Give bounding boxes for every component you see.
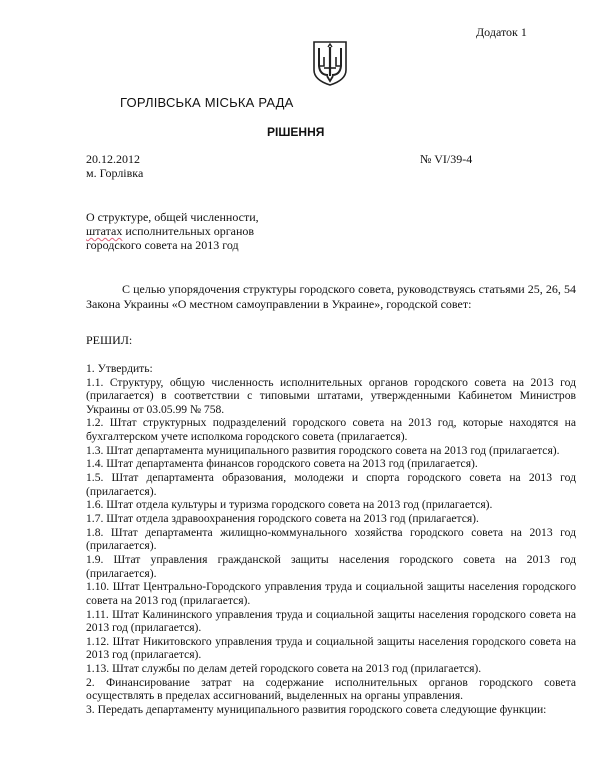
list-item: 1.13. Штат службы по делам детей городского совета на 2013 год (прилагается).: [86, 662, 482, 676]
list-item: 1.4. Штат департамента финансов городского совета на 2013 год (прилагается).: [86, 457, 478, 471]
subject-line: городского совета на 2013 год: [86, 238, 239, 252]
list-item: 1.1. Структуру, общую численность исполнительных органов городского совета на 2013 год (прилагается) в соответствии с типовыми штатами, утвержденными Кабинетом Министров Украины от 03.05.99 № 758.: [86, 375, 576, 416]
list-item: 1. Утвердить:: [86, 362, 153, 375]
decision-subject: [86, 210, 259, 252]
list-item: 1.12. Штат Никитовского управления труда и социальной защиты населения городского совета на 2013 год (прилагается).: [86, 634, 576, 662]
list-item: 1.9. Штат управления гражданской защиты населения городского совета на 2013 год (прилагается).: [86, 553, 576, 580]
decision-number: № VI/39-4: [420, 152, 473, 166]
resolved-heading: РЕШИЛ:: [86, 333, 133, 347]
decision-date: 20.12.2012: [86, 152, 140, 166]
list-item: 1.7. Штат отдела здравоохранения городского совета на 2013 год (прилагается).: [86, 512, 479, 526]
spellcheck-word: штатах: [86, 224, 123, 238]
council-name: ГОРЛІВСЬКА МІСЬКА РАДА: [120, 95, 294, 110]
list-item: 1.8. Штат департамента жилищно-коммунального хозяйства городского совета на 2013 год (прилагается).: [86, 526, 576, 553]
subject-line: штатах исполнительных органов: [86, 224, 255, 238]
list-item: 1.3. Штат департамента муниципального развития городского совета на 2013 год (прилагается).: [86, 443, 560, 457]
list-item: 1.11. Штат Калининского управления труда и социальной защиты населения городского совета на 2013 год (прилагается).: [86, 607, 576, 635]
decision-title: РІШЕННЯ: [267, 125, 325, 139]
list-item: 1.6. Штат отдела культуры и туризма городского совета на 2013 год (прилагается).: [86, 498, 493, 512]
appendix-label: Додаток 1: [476, 25, 527, 39]
trident-coat-of-arms-icon: [312, 40, 348, 86]
subject-line: О структуре, общей численности,: [86, 210, 259, 224]
intro-paragraph: С целью упорядочения структуры городского совета, руководствуясь статьями 25, 26, 54 Закона Украины «О местном самоуправлении в Украине», городской совет:: [86, 282, 576, 311]
city-name: м. Горлівка: [86, 166, 144, 180]
list-item: 1.2. Штат структурных подразделений городского совета на 2013 год, которые находятся на бухгалтерском учете исполкома городского совета (прилагается).: [86, 416, 576, 443]
list-item: 1.10. Штат Центрально-Городского управления труда и социальной защиты населения городского совета на 2013 год (прилагается).: [86, 580, 576, 607]
list-item: 3. Передать департаменту муниципального развития городского совета следующие функции:: [86, 703, 547, 717]
decision-items: [86, 362, 576, 717]
list-item: 2. Финансирование затрат на содержание исполнительных органов городского совета осуществлять в пределах ассигнований, выделенных на органы управления.: [86, 675, 576, 703]
list-item: 1.5. Штат департамента образования, молодежи и спорта городского совета на 2013 год (прилагается).: [86, 471, 576, 498]
